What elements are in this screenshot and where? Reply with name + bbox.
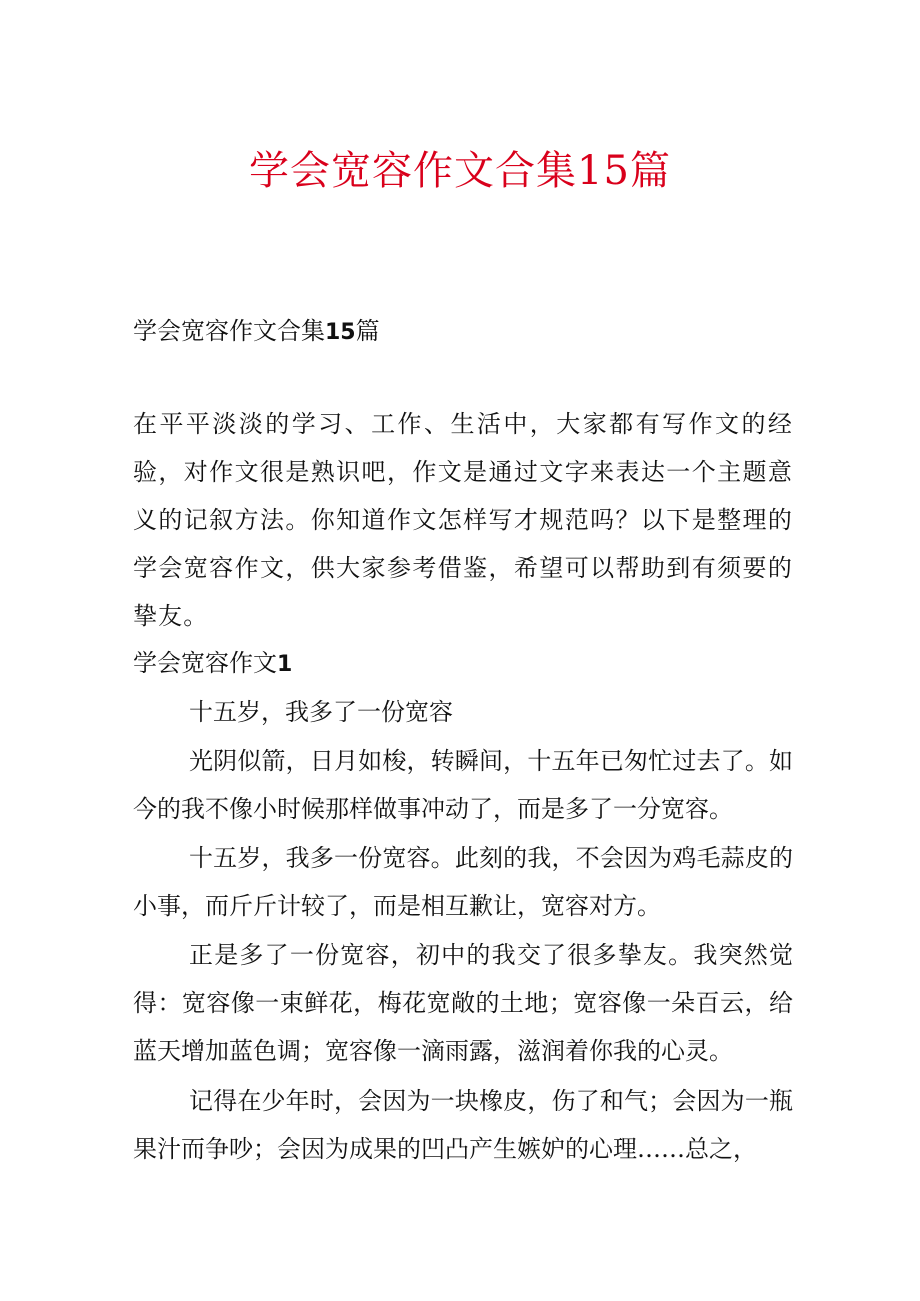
collection-heading-number: 15 xyxy=(325,320,356,345)
essay-paragraph: 十五岁，我多了一份宽容 xyxy=(189,698,453,726)
essay-heading xyxy=(133,648,292,680)
intro-paragraph: 在平平淡淡的学习、工作、生活中，大家都有写作文的经验，对作文很是熟识吧，作文是通过文字来表达一个主题意义的记叙方法。你知道作文怎样写才规范吗？以下是整理的学会宽容作文，供大家参考借鉴，希望可以帮助到有须要的挚友。 xyxy=(133,410,793,630)
essay-heading-number: 1 xyxy=(277,652,293,677)
essay-paragraph: 记得在少年时，会因为一块橡皮，伤了和气；会因为一瓶果汁而争吵；会因为成果的凹凸产生嫉妒的心理……总之， xyxy=(133,1087,793,1163)
collection-heading xyxy=(133,316,380,348)
essay-paragraph: 正是多了一份宽容，初中的我交了很多挚友。我突然觉得：宽容像一束鲜花，梅花宽敞的土地；宽容像一朵百云，给蓝天增加蓝色调；宽容像一滴雨露，滋润着你我的心灵。 xyxy=(133,941,793,1065)
essay-paragraph: 十五岁，我多一份宽容。此刻的我，不会因为鸡毛蒜皮的小事，而斤斤计较了，而是相互歉让，宽容对方。 xyxy=(133,844,793,920)
essay-heading-text: 学会宽容作文 xyxy=(133,649,277,677)
document-title: 学会宽容作文合集15篇 xyxy=(249,148,671,194)
collection-heading-text: 学会宽容作文合集 xyxy=(133,317,325,345)
essay-paragraph: 光阴似箭，日月如梭，转瞬间，十五年已匆忙过去了。如今的我不像小时候那样做事冲动了，而是多了一分宽容。 xyxy=(133,747,793,823)
collection-heading-suffix: 篇 xyxy=(355,317,380,345)
